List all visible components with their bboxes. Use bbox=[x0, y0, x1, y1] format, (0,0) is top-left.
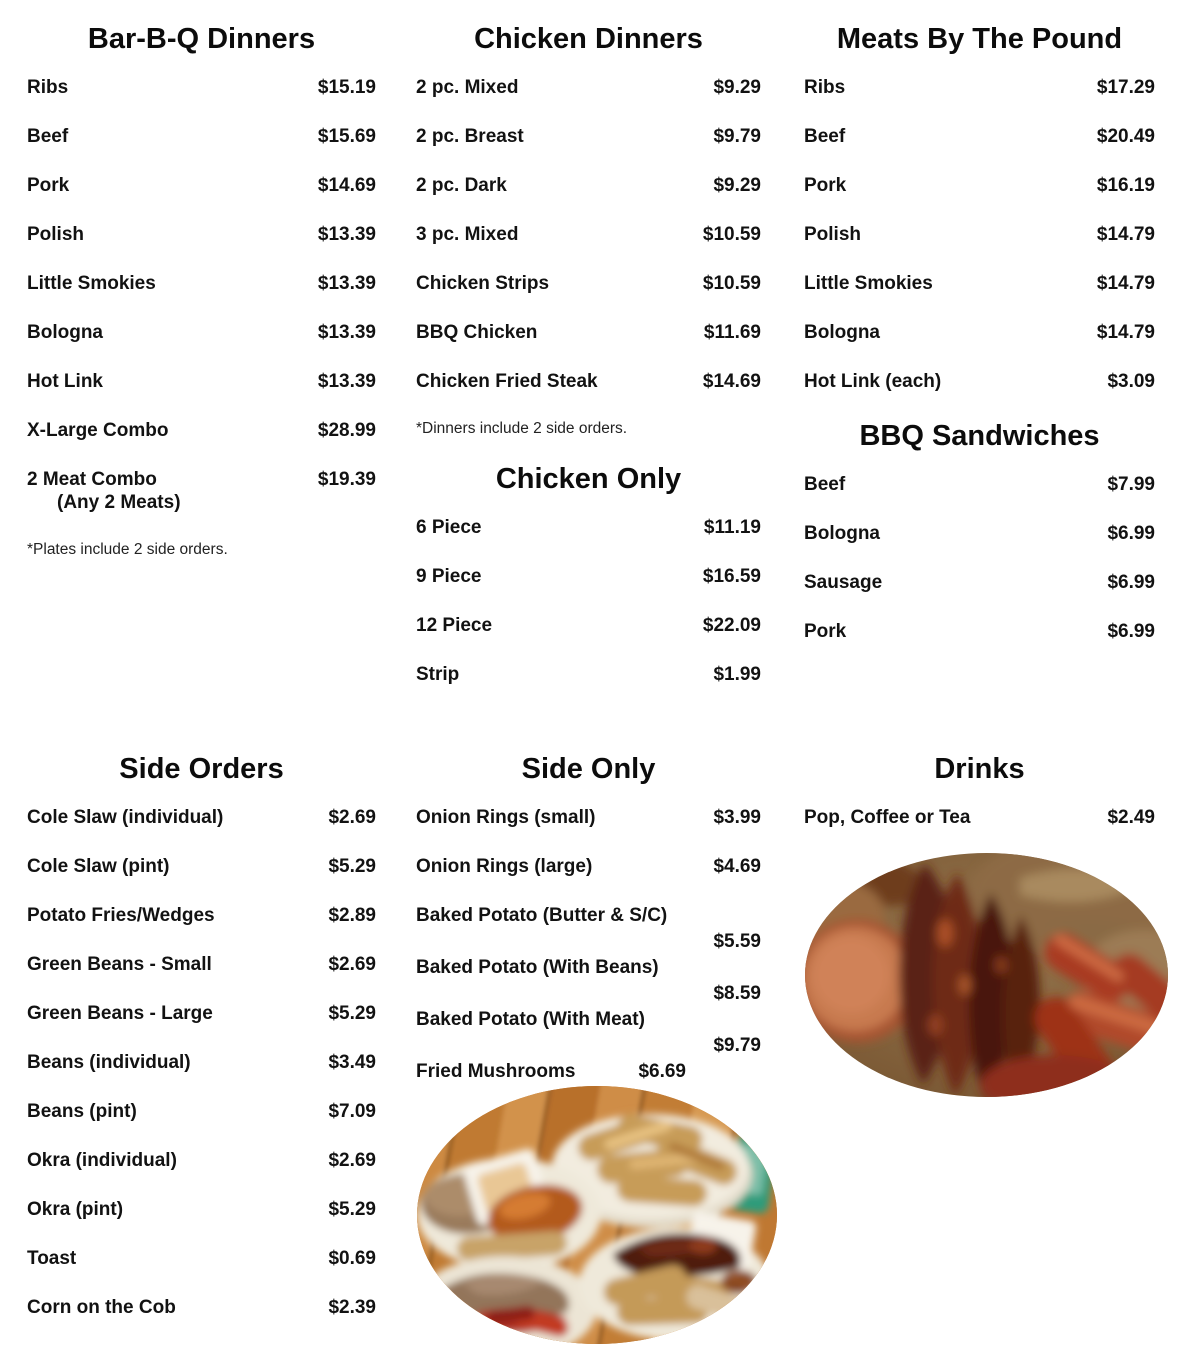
section-side-orders bbox=[27, 752, 376, 1319]
menu-item-row bbox=[27, 1296, 376, 1319]
column-right-bottom bbox=[804, 752, 1155, 855]
item-price: $14.69 bbox=[317, 175, 376, 196]
menu-item-row bbox=[27, 855, 376, 878]
item-label: Bologna bbox=[27, 322, 103, 343]
item-price: $14.79 bbox=[1096, 224, 1155, 245]
menu-item-row bbox=[27, 904, 376, 927]
menu-item-row bbox=[416, 806, 761, 829]
menu-item-row bbox=[27, 468, 376, 514]
item-label: 2 pc. Mixed bbox=[416, 77, 519, 98]
item-label: Green Beans - Small bbox=[27, 954, 212, 975]
menu-item-row bbox=[416, 956, 761, 1005]
menu-item-row bbox=[27, 1100, 376, 1123]
section-title-side-orders: Side Orders bbox=[119, 753, 284, 785]
section-chicken-dinners bbox=[416, 22, 761, 438]
item-price: $9.79 bbox=[713, 126, 761, 147]
item-price: $4.69 bbox=[713, 856, 761, 877]
menu-item-row bbox=[27, 806, 376, 829]
item-price: $6.99 bbox=[1107, 523, 1155, 544]
item-price: $10.59 bbox=[702, 273, 761, 294]
item-label: X-Large Combo bbox=[27, 420, 169, 441]
item-label: Little Smokies bbox=[804, 273, 933, 294]
item-price: $9.29 bbox=[713, 77, 761, 98]
menu-rows bbox=[27, 76, 376, 514]
item-price: $15.69 bbox=[317, 126, 376, 147]
bbq-plates-table-photo bbox=[417, 1086, 777, 1344]
item-price: $2.69 bbox=[328, 1150, 376, 1171]
item-price: $28.99 bbox=[317, 420, 376, 441]
menu-item-row bbox=[27, 321, 376, 344]
item-price: $1.99 bbox=[713, 664, 761, 685]
item-label: Pop, Coffee or Tea bbox=[804, 807, 971, 828]
item-price: $6.99 bbox=[1107, 621, 1155, 642]
section-title-meats-by-pound: Meats By The Pound bbox=[836, 23, 1123, 55]
item-price: $22.09 bbox=[702, 615, 761, 636]
item-price: $17.29 bbox=[1096, 77, 1155, 98]
dinners-note: *Dinners include 2 side orders. bbox=[416, 420, 628, 437]
menu-item-row bbox=[416, 904, 761, 953]
menu-item-row bbox=[804, 321, 1155, 344]
item-price: $5.29 bbox=[328, 1199, 376, 1220]
item-label: Baked Potato (With Beans) bbox=[416, 957, 659, 978]
section-title-bbq-dinners: Bar-B-Q Dinners bbox=[87, 23, 316, 55]
item-label: Toast bbox=[27, 1248, 77, 1269]
item-price: $15.19 bbox=[317, 77, 376, 98]
menu-item-row bbox=[27, 370, 376, 393]
menu-item-row bbox=[804, 571, 1155, 594]
item-price: $2.69 bbox=[328, 954, 376, 975]
item-price: $19.39 bbox=[317, 469, 376, 490]
item-price: $0.69 bbox=[328, 1248, 376, 1269]
menu-rows bbox=[804, 806, 1155, 829]
item-label: Okra (individual) bbox=[27, 1150, 177, 1171]
column-left-top bbox=[27, 22, 376, 583]
section-side-only bbox=[416, 752, 761, 1083]
menu-item-row bbox=[804, 370, 1155, 393]
item-price: $16.19 bbox=[1096, 175, 1155, 196]
menu-item-row bbox=[804, 620, 1155, 643]
item-price: $14.79 bbox=[1096, 322, 1155, 343]
item-label: Baked Potato (With Meat) bbox=[416, 1009, 645, 1030]
menu-rows bbox=[416, 806, 761, 1083]
menu-item-row bbox=[416, 321, 761, 344]
item-label: Beans (individual) bbox=[27, 1052, 191, 1073]
item-label: Sausage bbox=[804, 572, 883, 593]
item-label: Beef bbox=[27, 126, 69, 147]
section-title-chicken-only: Chicken Only bbox=[495, 463, 682, 495]
item-label: Potato Fries/Wedges bbox=[27, 905, 215, 926]
item-price: $16.59 bbox=[702, 566, 761, 587]
item-price: $20.49 bbox=[1096, 126, 1155, 147]
column-left-bottom bbox=[27, 752, 376, 1345]
menu-item-row bbox=[27, 1051, 376, 1074]
item-label: Cole Slaw (individual) bbox=[27, 807, 224, 828]
item-price: $13.39 bbox=[317, 371, 376, 392]
menu-item-row bbox=[27, 76, 376, 99]
menu-item-row bbox=[416, 614, 761, 637]
item-price: $2.89 bbox=[328, 905, 376, 926]
item-label: Pork bbox=[804, 175, 847, 196]
item-label: Ribs bbox=[804, 77, 846, 98]
menu-item-row bbox=[27, 1198, 376, 1221]
column-middle-top bbox=[416, 22, 761, 712]
item-label: Strip bbox=[416, 664, 460, 685]
menu-item-row bbox=[416, 76, 761, 99]
item-price: $3.49 bbox=[328, 1052, 376, 1073]
item-label: Beef bbox=[804, 474, 846, 495]
item-sublabel: (Any 2 Meats) bbox=[57, 492, 181, 513]
item-label: 2 pc. Breast bbox=[416, 126, 524, 147]
item-label: Okra (pint) bbox=[27, 1199, 124, 1220]
item-price: $13.39 bbox=[317, 273, 376, 294]
item-price: $7.09 bbox=[328, 1101, 376, 1122]
section-title-bbq-sandwiches: BBQ Sandwiches bbox=[859, 420, 1100, 452]
item-label: Beans (pint) bbox=[27, 1101, 137, 1122]
item-label: BBQ Chicken bbox=[416, 322, 538, 343]
item-price: $6.99 bbox=[1107, 572, 1155, 593]
item-label: Bologna bbox=[804, 322, 880, 343]
menu-item-row bbox=[27, 1002, 376, 1025]
item-label: 6 Piece bbox=[416, 517, 482, 538]
bbq-meats-closeup-photo bbox=[805, 853, 1168, 1097]
item-label: Green Beans - Large bbox=[27, 1003, 213, 1024]
item-label: Hot Link bbox=[27, 371, 103, 392]
item-price: $14.69 bbox=[702, 371, 761, 392]
menu-rows bbox=[804, 76, 1155, 393]
item-price: $7.99 bbox=[1107, 474, 1155, 495]
item-price: $2.39 bbox=[328, 1297, 376, 1318]
menu-item-row bbox=[416, 370, 761, 393]
item-label: Corn on the Cob bbox=[27, 1297, 176, 1318]
item-label: 2 Meat Combo (Any 2 Meats) bbox=[27, 469, 181, 513]
item-label: 12 Piece bbox=[416, 615, 493, 636]
menu-item-row bbox=[27, 223, 376, 246]
menu-item-row bbox=[27, 953, 376, 976]
menu-item-row bbox=[804, 76, 1155, 99]
section-drinks bbox=[804, 752, 1155, 829]
section-title-drinks: Drinks bbox=[934, 753, 1025, 785]
item-price: $2.69 bbox=[328, 807, 376, 828]
menu-item-row bbox=[416, 272, 761, 295]
menu-item-row bbox=[27, 174, 376, 197]
menu-item-row bbox=[804, 806, 1155, 829]
item-price: $5.59 bbox=[713, 931, 761, 952]
section-title-chicken-dinners: Chicken Dinners bbox=[474, 23, 703, 55]
item-price: $8.59 bbox=[713, 983, 761, 1004]
item-price: $3.99 bbox=[713, 807, 761, 828]
menu-item-row bbox=[804, 174, 1155, 197]
item-label: Chicken Strips bbox=[416, 273, 550, 294]
section-bbq-sandwiches bbox=[804, 419, 1155, 643]
item-price: $2.49 bbox=[1107, 807, 1155, 828]
item-price: $14.79 bbox=[1096, 273, 1155, 294]
item-label: 9 Piece bbox=[416, 566, 482, 587]
section-meats-by-pound bbox=[804, 22, 1155, 393]
item-price: $10.59 bbox=[702, 224, 761, 245]
item-label: Onion Rings (small) bbox=[416, 807, 596, 828]
item-price: $5.29 bbox=[328, 856, 376, 877]
column-right-top bbox=[804, 22, 1155, 669]
menu-item-row bbox=[804, 125, 1155, 148]
item-label: Baked Potato (Butter & S/C) bbox=[416, 905, 668, 926]
item-label: Onion Rings (large) bbox=[416, 856, 593, 877]
section-title-side-only: Side Only bbox=[521, 753, 656, 785]
item-label: Little Smokies bbox=[27, 273, 156, 294]
menu-item-row bbox=[416, 125, 761, 148]
menu-item-row bbox=[416, 565, 761, 588]
menu-rows bbox=[416, 76, 761, 393]
item-label: Pork bbox=[804, 621, 847, 642]
item-price: $5.29 bbox=[328, 1003, 376, 1024]
item-price: $6.69 bbox=[638, 1061, 686, 1082]
item-label: Polish bbox=[804, 224, 862, 245]
menu-item-row bbox=[804, 473, 1155, 496]
item-label: Cole Slaw (pint) bbox=[27, 856, 170, 877]
menu-item-row bbox=[416, 174, 761, 197]
item-label: Pork bbox=[27, 175, 70, 196]
item-label: Chicken Fried Steak bbox=[416, 371, 598, 392]
item-price: $9.29 bbox=[713, 175, 761, 196]
menu-item-row bbox=[416, 1008, 761, 1057]
section-bbq-dinners bbox=[27, 22, 376, 559]
menu-item-row bbox=[804, 223, 1155, 246]
menu-item-row bbox=[416, 1060, 761, 1083]
menu-rows bbox=[27, 806, 376, 1319]
item-label: 2 pc. Dark bbox=[416, 175, 507, 196]
item-price: $13.39 bbox=[317, 224, 376, 245]
section-chicken-only bbox=[416, 462, 761, 686]
item-price: $11.69 bbox=[703, 322, 761, 343]
item-label: Beef bbox=[804, 126, 846, 147]
item-label: Fried Mushrooms bbox=[416, 1061, 576, 1082]
menu-item-row bbox=[416, 516, 761, 539]
item-price: $11.19 bbox=[703, 517, 761, 538]
menu-item-row bbox=[416, 223, 761, 246]
menu-item-row bbox=[27, 1149, 376, 1172]
menu-item-row bbox=[416, 663, 761, 686]
menu-rows bbox=[416, 516, 761, 686]
menu-item-row bbox=[27, 419, 376, 442]
item-price: $13.39 bbox=[317, 322, 376, 343]
plates-note: *Plates include 2 side orders. bbox=[27, 541, 228, 558]
column-middle-bottom bbox=[416, 752, 761, 1109]
item-price: $3.09 bbox=[1107, 371, 1155, 392]
menu-item-row bbox=[27, 272, 376, 295]
menu-item-row bbox=[804, 522, 1155, 545]
menu-item-row bbox=[804, 272, 1155, 295]
menu-item-row bbox=[416, 855, 761, 878]
menu-rows bbox=[804, 473, 1155, 643]
item-label: Ribs bbox=[27, 77, 69, 98]
item-label: 3 pc. Mixed bbox=[416, 224, 519, 245]
item-price: $9.79 bbox=[713, 1035, 761, 1056]
menu-item-row bbox=[27, 125, 376, 148]
item-label: Bologna bbox=[804, 523, 880, 544]
item-label: Hot Link (each) bbox=[804, 371, 942, 392]
menu-item-row bbox=[27, 1247, 376, 1270]
item-label: Polish bbox=[27, 224, 85, 245]
